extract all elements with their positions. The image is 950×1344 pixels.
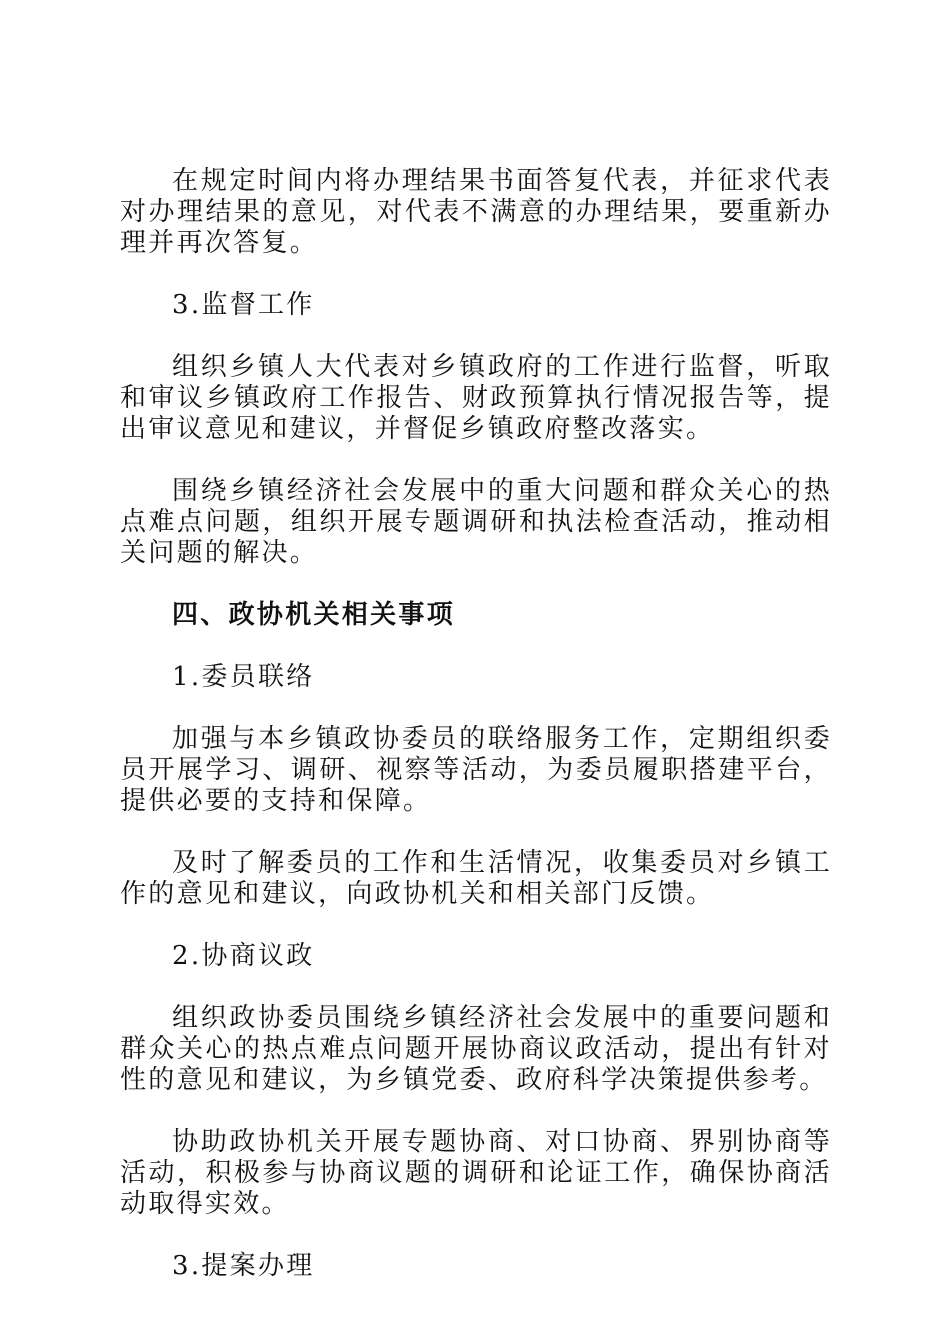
section-heading-cppcc: 四、政协机关相关事项 — [172, 600, 456, 630]
paragraph-reply-to-deputies: 在规定时间内将办理结果书面答复代表，并征求代表对办理结果的意见，对代表不满意的办理结果，要重新办理并再次答复。 — [120, 166, 832, 258]
paragraph-member-feedback: 及时了解委员的工作和生活情况，收集委员对乡镇工作的意见和建议，向政协机关和相关部门反馈。 — [120, 848, 832, 909]
paragraph-liaison-service: 加强与本乡镇政协委员的联络服务工作，定期组织委员开展学习、调研、视察等活动，为委员履职搭建平台，提供必要的支持和保障。 — [120, 724, 832, 816]
paragraph-special-consultation: 协助政协机关开展专题协商、对口协商、界别协商等活动，积极参与协商议题的调研和论证工作，确保协商活动取得实效。 — [120, 1127, 832, 1219]
paragraph-consultation-activities: 组织政协委员围绕乡镇经济社会发展中的重要问题和群众关心的热点难点问题开展协商议政活动，提出有针对性的意见和建议，为乡镇党委、政府科学决策提供参考。 — [120, 1003, 832, 1095]
document-body — [120, 166, 832, 1313]
subheading-proposal-handling: 3.提案办理 — [172, 1251, 315, 1281]
subheading-member-liaison: 1.委员联络 — [172, 662, 315, 692]
subheading-consultation: 2.协商议政 — [172, 941, 315, 971]
paragraph-research-inspection: 围绕乡镇经济社会发展中的重大问题和群众关心的热点难点问题，组织开展专题调研和执法检查活动，推动相关问题的解决。 — [120, 476, 832, 568]
paragraph-supervise-government: 组织乡镇人大代表对乡镇政府的工作进行监督，听取和审议乡镇政府工作报告、财政预算执行情况报告等，提出审议意见和建议，并督促乡镇政府整改落实。 — [120, 352, 832, 444]
subheading-supervision-work: 3.监督工作 — [172, 290, 315, 320]
